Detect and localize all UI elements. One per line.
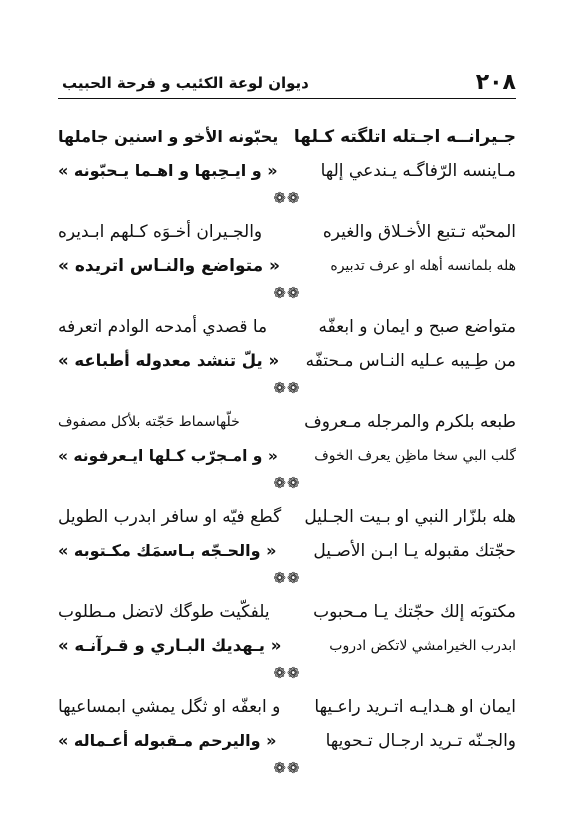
- second-hemistich: والجـيران أخـوَه كـلهم ابـديره: [58, 222, 263, 242]
- stanza: [58, 215, 516, 310]
- second-hemistich: يلفكّيت طوگك لاتضل مـطلوب: [58, 602, 270, 622]
- stanza: [58, 310, 516, 405]
- first-hemistich: مـاينسه الرّفاگـه يـندعي إلها: [320, 161, 516, 181]
- verse-line: [58, 405, 516, 439]
- stanza-ornament-icon: ❁❁: [273, 759, 301, 777]
- first-hemistich: ابدرب الخيرامشي لاتكض ادروب: [329, 638, 516, 654]
- poem-body: [58, 120, 516, 785]
- stanza-ornament-icon: ❁❁: [273, 474, 301, 492]
- refrain-hemistich: « يلّ تنشد معدوله أطباعه »: [58, 351, 280, 370]
- first-hemistich: جـيرانــه اجـتله اتلگته كـلها: [293, 127, 516, 147]
- first-hemistich: من طِـيبه عـليه النـاس مـحتفّه: [305, 351, 516, 371]
- page-header: [58, 68, 516, 98]
- first-hemistich: المحبّه تـتبع الأخـلاق والغيره: [322, 222, 516, 242]
- stanza-ornament-icon: ❁❁: [273, 189, 301, 207]
- verse-line: [58, 154, 516, 188]
- refrain-hemistich: « واليرحم مـقبوله أعـماله »: [58, 731, 277, 750]
- second-hemistich: يحبّونه الأخو و اسنين جاملها: [58, 127, 279, 146]
- verse-line: [58, 249, 516, 283]
- stanza-ornament-icon: ❁❁: [273, 664, 301, 682]
- first-hemistich: حجّتك مقبوله يـا ابـن الأصـيل: [313, 541, 516, 561]
- refrain-hemistich: « والحـجّه بـاسمَك مكـتوبه »: [58, 541, 277, 560]
- first-hemistich: متواضع صبح و ايمان و ابعفّه: [318, 317, 516, 337]
- stanza-ornament-icon: ❁❁: [273, 379, 301, 397]
- refrain-hemistich: « متواضع والنـاس اتريده »: [58, 256, 281, 276]
- second-hemistich: ما قصدي أمدحه الوادم اتعرفه: [58, 317, 268, 337]
- header-rule: [58, 98, 516, 99]
- stanza-ornament-icon: ❁❁: [273, 284, 301, 302]
- refrain-hemistich: « و ايـحِبها و اهـما يـحبّونه »: [58, 161, 278, 180]
- first-hemistich: طبعه بلكرم والمرجله مـعروف: [304, 412, 516, 432]
- first-hemistich: هله بلزّار النبي او بـيت الجـليل: [304, 507, 516, 527]
- stanza-ornament-icon: ❁❁: [273, 569, 301, 587]
- verse-line: [58, 724, 516, 758]
- refrain-hemistich: « و امـجرّب كـلها ايـعرفونه »: [58, 447, 278, 465]
- second-hemistich: و ابعفّه او ثگل يمشي ابمساعيها: [58, 697, 281, 717]
- first-hemistich: والجـنّه تـريد ارجـال تـحويها: [325, 731, 516, 751]
- verse-line: [58, 595, 516, 629]
- verse-line: [58, 344, 516, 378]
- verse-line: [58, 534, 516, 568]
- stanza: [58, 500, 516, 595]
- refrain-hemistich: « يـهديك البـاري و قـرآنـه »: [58, 636, 282, 655]
- verse-line: [58, 120, 516, 154]
- verse-line: [58, 215, 516, 249]
- first-hemistich: ايمان او هـدايـه اتـريد راعـيها: [314, 697, 516, 717]
- first-hemistich: هله بلمانسه أهله او عرف تدبيره: [330, 258, 516, 274]
- first-hemistich: گلب البي سخا ماظِن يعرف الخوف: [314, 448, 516, 464]
- verse-line: [58, 690, 516, 724]
- verse-line: [58, 310, 516, 344]
- stanza: [58, 120, 516, 215]
- stanza: [58, 595, 516, 690]
- second-hemistich: گطع فيّه او سافر ابدرب الطويل: [58, 507, 282, 527]
- stanza: [58, 690, 516, 785]
- page-number: ٢٠٨: [475, 70, 516, 95]
- verse-line: [58, 500, 516, 534]
- verse-line: [58, 439, 516, 473]
- stanza: [58, 405, 516, 500]
- first-hemistich: مكتوبَه إلك حجّتك يـا مـحبوب: [313, 602, 516, 622]
- verse-line: [58, 629, 516, 663]
- book-title: ديوان لوعة الكئيب و فرحة الحبيب: [62, 74, 309, 92]
- second-hemistich: خلّهاسماط حَجّته بلأكل مصفوف: [58, 414, 240, 430]
